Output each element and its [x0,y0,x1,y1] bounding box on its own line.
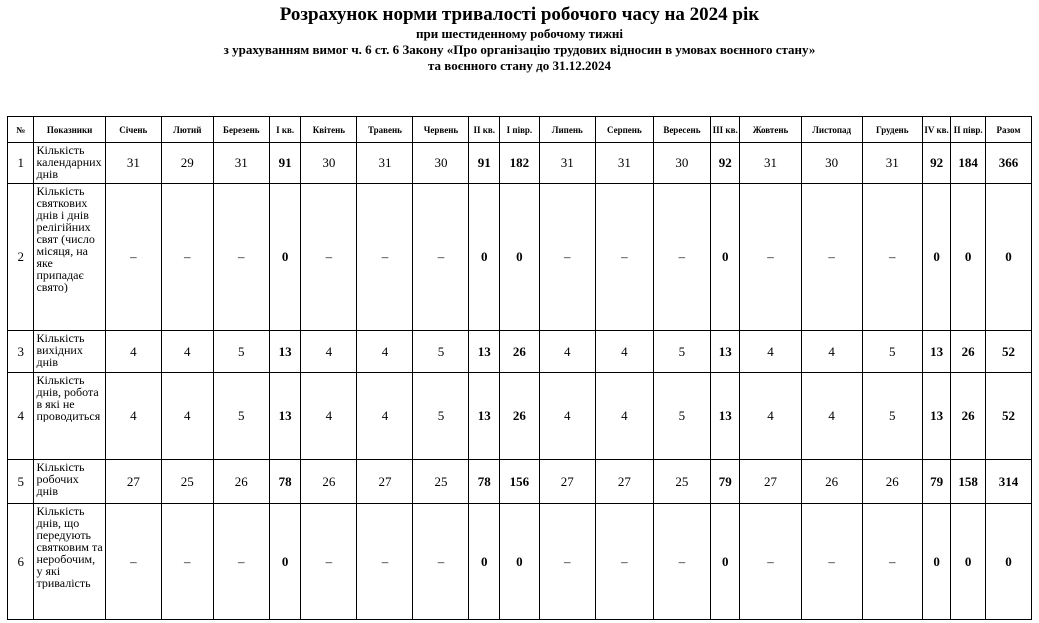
table-cell: 0 [922,504,951,620]
table-cell: – [357,184,413,331]
table-cell: 13 [469,373,500,460]
table-row [8,504,1032,620]
table-cell: 31 [105,143,161,184]
column-header: Липень [539,117,595,143]
column-header: Показники [34,117,105,143]
table-cell: 4 [357,373,413,460]
row-label [34,504,105,620]
table-cell: 25 [161,460,213,504]
table-cell: 13 [922,331,951,373]
table-cell: 0 [500,184,540,331]
column-header: Серпень [595,117,653,143]
table-cell: 26 [301,460,357,504]
table-cell: 0 [710,504,740,620]
table-cell: 25 [653,460,710,504]
table-cell: 5 [653,331,710,373]
table-cell: 30 [301,143,357,184]
table-cell: 27 [105,460,161,504]
column-header: ІІ півр. [951,117,986,143]
table-cell: 0 [985,504,1031,620]
table-cell: – [301,504,357,620]
table-row [8,460,1032,504]
table-cell: – [413,504,469,620]
table-cell: 156 [500,460,540,504]
table-header-row [8,117,1032,143]
table-cell: 4 [595,373,653,460]
column-header: IV кв. [922,117,951,143]
table-cell: 184 [951,143,986,184]
document-subtitle-3: та воєнного стану до 31.12.2024 [427,58,612,73]
column-header: Вересень [653,117,710,143]
table-cell: 26 [213,460,269,504]
table-cell: 0 [951,184,986,331]
table-row [8,331,1032,373]
table-cell: – [161,504,213,620]
table-cell: 27 [740,460,801,504]
table-cell: 78 [469,460,500,504]
table-cell: 0 [469,504,500,620]
table-cell: – [595,504,653,620]
table-cell: – [105,504,161,620]
row-label-text: Кількість вихідних днів [36,332,85,368]
table-cell: 26 [862,460,922,504]
table-cell: 31 [357,143,413,184]
table-cell: 0 [985,184,1031,331]
table-cell: 5 [413,373,469,460]
row-label [34,460,105,504]
table-cell: – [301,184,357,331]
table-cell: 79 [922,460,951,504]
row-number: 1 [8,143,34,184]
column-header: Березень [213,117,269,143]
document-subtitle-2: з урахуванням вимог ч. 6 ст. 6 Закону «Про організацію трудових відносин в умовах воєнного стану» [223,42,816,57]
table-cell: 13 [710,331,740,373]
table-row [8,184,1032,331]
table-cell: – [653,184,710,331]
table-cell: 0 [922,184,951,331]
table-cell: – [539,504,595,620]
table-cell: 4 [539,331,595,373]
table-cell: – [413,184,469,331]
table-cell: 31 [539,143,595,184]
table-cell: 52 [985,331,1031,373]
column-header: Квітень [301,117,357,143]
table-cell: 92 [710,143,740,184]
column-header: Грудень [862,117,922,143]
row-number: 2 [8,184,34,331]
table-cell: – [862,184,922,331]
table-cell: 91 [269,143,301,184]
column-header: І півр. [500,117,540,143]
table-cell: 0 [269,504,301,620]
table-cell: – [862,504,922,620]
column-header: ІІІ кв. [710,117,740,143]
table-cell: 92 [922,143,951,184]
table-cell: 78 [269,460,301,504]
table-cell: 30 [653,143,710,184]
table-cell: 26 [801,460,862,504]
table-cell: 314 [985,460,1031,504]
table-cell: – [595,184,653,331]
table-cell: – [213,184,269,331]
table-cell: 4 [161,373,213,460]
column-header: І кв. [269,117,301,143]
document-title: Розрахунок норми тривалості робочого часу на 2024 рік [279,4,760,25]
table-cell: 52 [985,373,1031,460]
table-cell: 366 [985,143,1031,184]
table-cell: 27 [539,460,595,504]
column-header: Листопад [801,117,862,143]
column-header: № [8,117,34,143]
row-label-text: Кількість днів, робота в які не проводиться [36,374,101,422]
table-cell: 0 [710,184,740,331]
table-cell: – [740,504,801,620]
table-cell: 25 [413,460,469,504]
table-cell: 0 [500,504,540,620]
table-row [8,373,1032,460]
table-cell: 4 [740,331,801,373]
table-cell: 182 [500,143,540,184]
table-cell: 0 [469,184,500,331]
table-cell: 79 [710,460,740,504]
table-cell: 4 [801,331,862,373]
row-label [34,184,105,331]
row-label-text: Кількість днів, що передують святковим та неробочим, у які тривалість [36,505,103,589]
row-label [34,143,105,184]
table-cell: 13 [922,373,951,460]
table-cell: 4 [301,331,357,373]
table-cell: 4 [801,373,862,460]
table-cell: 0 [951,504,986,620]
table-cell: 30 [413,143,469,184]
table-cell: 158 [951,460,986,504]
table-cell: – [213,504,269,620]
document-header [0,4,1039,74]
table-cell: 4 [539,373,595,460]
table-cell: 4 [740,373,801,460]
row-number: 6 [8,504,34,620]
table-cell: – [161,184,213,331]
table-cell: 30 [801,143,862,184]
column-header: ІІ кв. [469,117,500,143]
table-cell: 29 [161,143,213,184]
table-cell: 5 [862,373,922,460]
row-label-text: Кількість робочих днів [36,461,85,497]
table-cell: 0 [269,184,301,331]
document-subtitle-1: при шестиденному робочому тижні [415,26,623,41]
column-header: Лютий [161,117,213,143]
table-cell: 13 [269,331,301,373]
table-cell: 5 [213,373,269,460]
table-cell: 4 [105,331,161,373]
table-cell: 31 [595,143,653,184]
column-header: Разом [985,117,1031,143]
table-cell: 13 [269,373,301,460]
table-cell: 26 [951,331,986,373]
row-number: 3 [8,331,34,373]
row-label [34,373,105,460]
column-header: Січень [105,117,161,143]
table-cell: 91 [469,143,500,184]
table-cell: 31 [740,143,801,184]
table-cell: 4 [161,331,213,373]
column-header: Жовтень [740,117,801,143]
table-cell: 13 [469,331,500,373]
table-cell: – [801,504,862,620]
table-cell: 31 [862,143,922,184]
row-number: 5 [8,460,34,504]
table-cell: 26 [951,373,986,460]
table-cell: 4 [301,373,357,460]
table-cell: 4 [105,373,161,460]
table-cell: 5 [213,331,269,373]
table-cell: – [357,504,413,620]
column-header: Травень [357,117,413,143]
table-cell: 27 [357,460,413,504]
table-cell: 27 [595,460,653,504]
table-cell: – [653,504,710,620]
table-cell: 5 [862,331,922,373]
row-label-text: Кількість календарних днів [36,144,102,180]
table-cell: 13 [710,373,740,460]
table-row [8,143,1032,184]
row-label-text: Кількість святкових днів і днів релігійних свят (число місяця, на яке припадає свято) [36,185,95,293]
table-cell: 5 [413,331,469,373]
table-cell: 26 [500,373,540,460]
table-cell: – [539,184,595,331]
row-label [34,331,105,373]
table-cell: 5 [653,373,710,460]
table-cell: 31 [213,143,269,184]
table-cell: – [801,184,862,331]
work-time-table [7,116,1032,620]
table-cell: 4 [595,331,653,373]
table-cell: 4 [357,331,413,373]
table-cell: 26 [500,331,540,373]
table-cell: – [740,184,801,331]
column-header: Червень [413,117,469,143]
row-number: 4 [8,373,34,460]
table-cell: – [105,184,161,331]
